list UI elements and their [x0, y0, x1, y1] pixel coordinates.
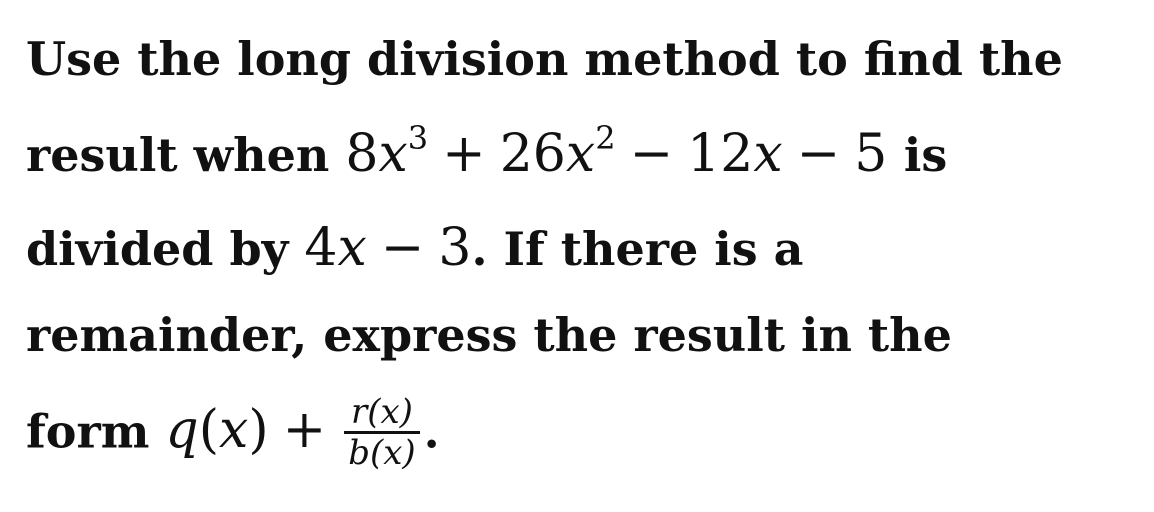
divisor-v1: x	[337, 218, 367, 278]
dividend-c1: 8	[345, 124, 379, 184]
problem-text-2a: result when	[26, 128, 330, 182]
form-lparen: (	[198, 400, 219, 461]
dividend-c2: 26	[499, 124, 566, 184]
problem-text-1: Use the long division method to find the	[26, 32, 1063, 86]
problem-line-3	[26, 218, 804, 278]
dividend-op2: −	[629, 124, 674, 184]
dividend-expression	[345, 119, 904, 184]
problem-text-3a: divided by	[26, 222, 289, 276]
dividend-v2: x	[565, 124, 596, 184]
problem-line-2	[26, 119, 948, 184]
problem-text-2b: is	[903, 128, 948, 182]
problem-text-4: remainder, express the result in the	[26, 308, 952, 362]
dividend-op3: −	[796, 124, 841, 184]
dividend-v1: x	[378, 124, 408, 184]
dividend-op1: +	[442, 124, 486, 184]
dividend-e2: 2	[595, 119, 616, 157]
form-q: q	[165, 400, 199, 461]
problem-text-5b: .	[423, 404, 440, 459]
dividend-c4: 5	[854, 124, 888, 184]
divisor-op: −	[380, 218, 425, 278]
form-rparen: )	[248, 400, 269, 461]
problem-line-1	[26, 32, 1063, 86]
form-expression	[165, 392, 423, 474]
problem-line-4	[26, 308, 952, 362]
fraction	[344, 394, 419, 473]
divisor-expression	[304, 218, 471, 278]
dividend-c3: 12	[687, 124, 754, 184]
form-x: x	[219, 400, 249, 461]
fraction-numerator: r(x)	[344, 394, 419, 434]
divisor-c1: 4	[304, 218, 338, 278]
problem-line-5	[26, 394, 440, 473]
problem-text-5a: form	[26, 404, 150, 459]
dividend-v3: x	[753, 124, 783, 184]
fraction-denominator: b(x)	[348, 433, 416, 474]
dividend-e1: 3	[407, 119, 429, 157]
form-plus: +	[282, 400, 327, 461]
problem-text-3b: . If there is a	[471, 222, 804, 276]
divisor-c2: 3	[438, 218, 472, 278]
